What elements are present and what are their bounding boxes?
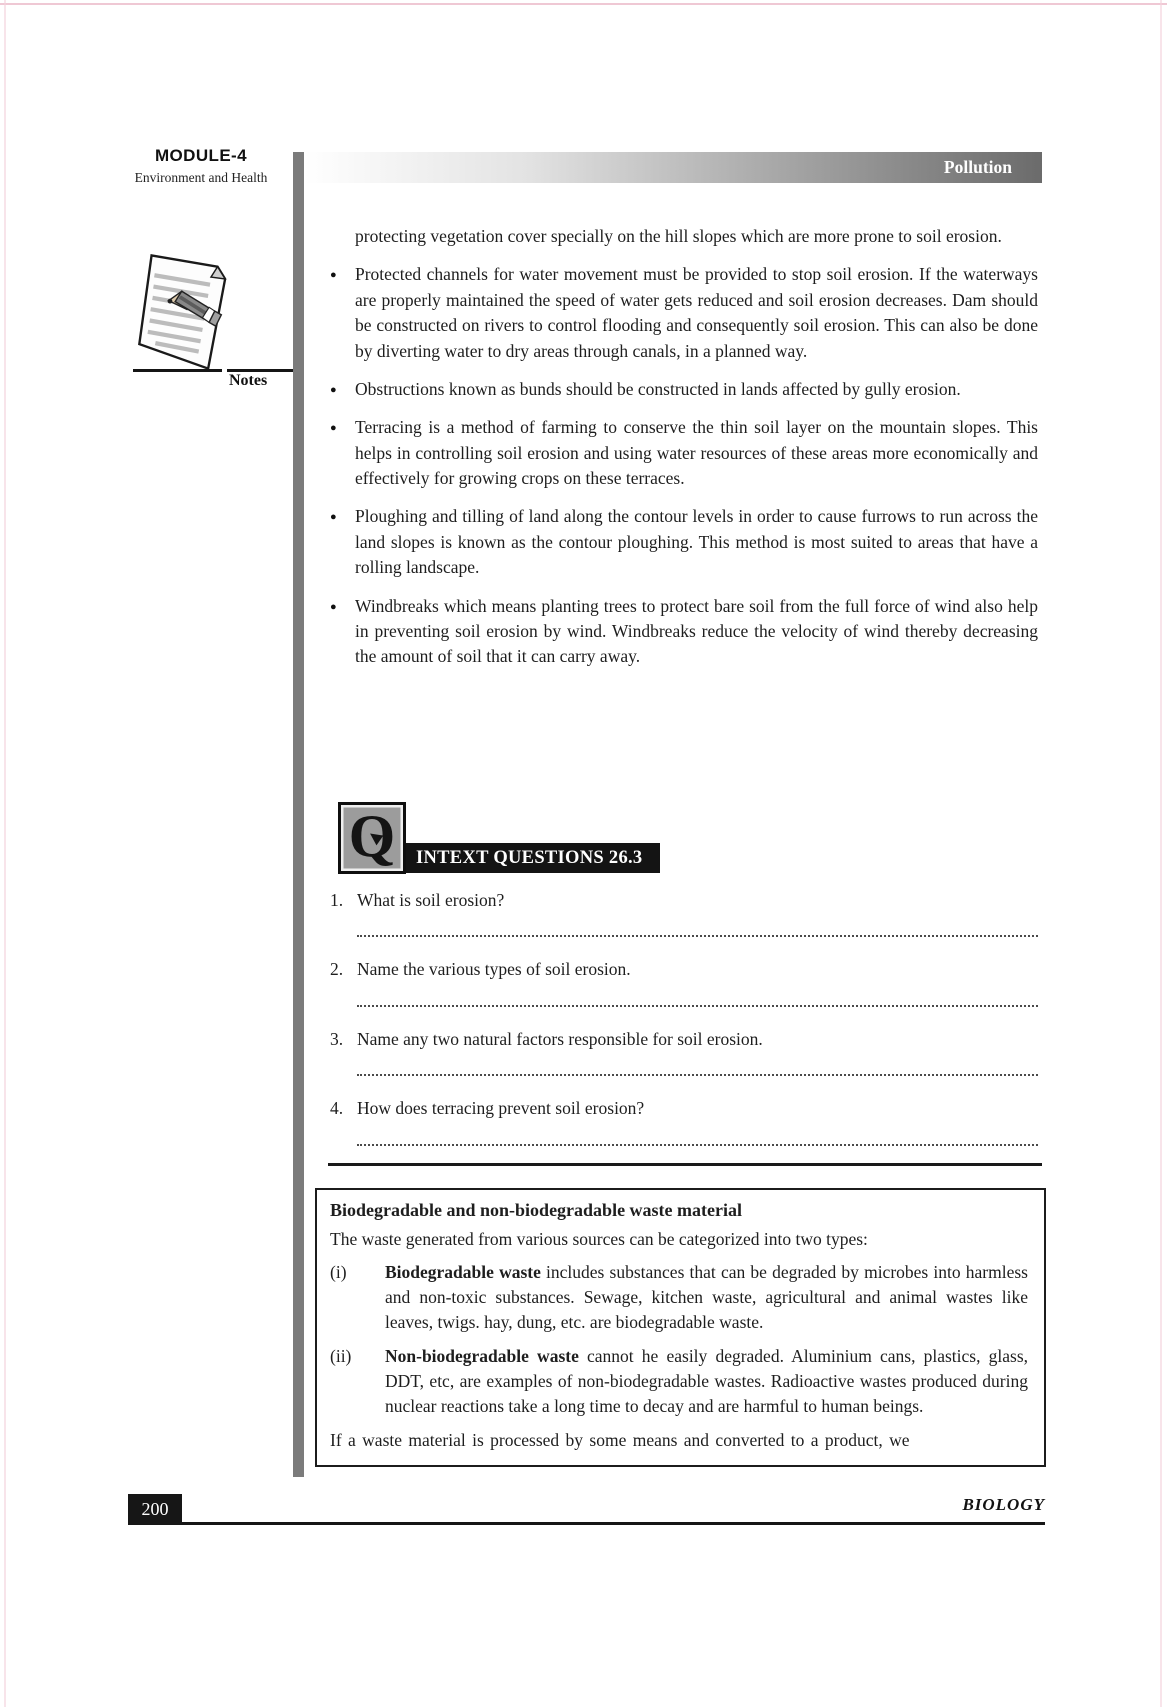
subject-label: BIOLOGY xyxy=(962,1495,1045,1514)
box-title: Biodegradable and non-biodegradable waste material xyxy=(330,1200,743,1220)
bullet-icon: ● xyxy=(330,422,337,435)
box-item-text xyxy=(385,1344,1028,1419)
intro-paragraph: protecting vegetation cover specially on the hill slopes which are more prone to soil erosion. xyxy=(355,226,1002,246)
question-icon-letter: Q xyxy=(348,803,396,869)
bullet-item xyxy=(330,594,1038,670)
notes-rule-left xyxy=(133,369,222,372)
bullet-icon: ● xyxy=(330,383,337,396)
question-icon xyxy=(338,802,406,874)
bullet-icon: ● xyxy=(330,269,337,282)
footer-rule xyxy=(128,1522,1045,1525)
chapter-header-bar xyxy=(304,152,1042,183)
question-number: 4. xyxy=(330,1098,344,1119)
bullet-text: Windbreaks which means planting trees to protect bare soil from the full force of wind also help in preventing soil erosion by wind. Windbreaks reduce the velocity of wind thereby decreasing the amount of soil that it can carry away. xyxy=(355,595,1038,667)
box-item-text xyxy=(385,1260,1028,1335)
bullet-item xyxy=(330,377,1038,402)
box-item-body: includes substances that can be degraded by microbes into harmless and non-toxic substances. Sewage, kitchen waste, agricultural and animal wastes like leaves, twigs. hay, dung, etc. are biodegradable waste. xyxy=(385,1262,1028,1333)
box-item-number: (i) xyxy=(330,1262,347,1283)
question-text: Name the various types of soil erosion. xyxy=(357,959,631,980)
bullet-text: Terracing is a method of farming to conserve the thin soil layer on the mountain slopes. This helps in controlling soil erosion and using water resources of these areas more economically and effectively for growing crops on these terraces. xyxy=(355,417,1038,488)
bullet-item xyxy=(330,262,1038,364)
section-divider xyxy=(328,1163,1042,1166)
question-text: How does terracing prevent soil erosion? xyxy=(357,1098,645,1119)
answer-dotted-line xyxy=(357,933,1038,937)
box-intro: The waste generated from various sources can be categorized into two types: xyxy=(330,1228,868,1249)
bullet-text: Protected channels for water movement must be provided to stop soil erosion. If the waterways are properly maintained the speed of water gets reduced and soil erosion decreases. Dam should be constructed on rivers to control flooding and consequently soil erosion. This can also be done by diverting water to dry areas through canals, in a planned way. xyxy=(355,264,1038,361)
intext-questions-header xyxy=(330,800,1038,878)
box-item-lead: Biodegradable waste xyxy=(385,1262,541,1283)
answer-dotted-line xyxy=(357,1072,1038,1076)
question-number: 3. xyxy=(330,1028,344,1049)
bullet-icon: ● xyxy=(330,511,337,524)
question-item xyxy=(330,1027,1038,1076)
question-number: 1. xyxy=(330,890,344,910)
module-subtitle: Environment and Health xyxy=(134,170,268,185)
notes-block xyxy=(130,246,300,391)
box-item-number: (ii) xyxy=(330,1345,352,1366)
answer-dotted-line xyxy=(357,1142,1038,1146)
box-item-lead: Non-biodegradable waste xyxy=(385,1345,579,1366)
module-title: MODULE-4 xyxy=(155,146,247,165)
question-number: 2. xyxy=(330,959,344,980)
bullet-item xyxy=(330,504,1038,580)
page-number-badge: 200 xyxy=(128,1494,182,1525)
box-closing-line: If a waste material is processed by some means and converted to a product, we xyxy=(330,1430,910,1451)
bullet-item xyxy=(330,415,1038,491)
bullet-text: Ploughing and tilling of land along the contour levels in order to cause furrows to run across the land slopes is known as the contour ploughing. This method is most suited to areas that have a rolling landscape. xyxy=(355,506,1038,578)
page-edge-left xyxy=(4,0,6,1707)
module-header xyxy=(121,146,281,186)
notes-icon xyxy=(130,246,258,378)
chapter-title: Pollution xyxy=(943,157,1012,177)
bullet-text: Obstructions known as bunds should be constructed in lands affected by gully erosion. xyxy=(355,378,961,399)
box-item-body: cannot he easily degraded. Aluminium cans, plastics, glass, DDT, etc, are examples of non-biodegradable wastes. Radioactive wastes produced during nuclear reactions take a long time to decay and are harmful to human beings. xyxy=(385,1345,1028,1416)
question-text: Name any two natural factors responsible for soil erosion. xyxy=(357,1028,763,1049)
question-text: What is soil erosion? xyxy=(357,890,505,910)
bullet-icon: ● xyxy=(330,600,337,613)
intext-questions-banner: INTEXT QUESTIONS 26.3 xyxy=(392,843,660,873)
box-list-item xyxy=(330,1260,1028,1335)
soil-erosion-section xyxy=(330,224,1038,670)
page-edge-right xyxy=(1160,0,1162,1707)
questions-list xyxy=(330,888,1038,1146)
question-item xyxy=(330,1096,1038,1145)
biodegradable-info-box xyxy=(315,1188,1046,1467)
notes-label: Notes xyxy=(229,372,268,389)
question-item xyxy=(330,957,1038,1006)
answer-dotted-line xyxy=(357,1003,1038,1007)
page-edge-top xyxy=(0,3,1167,5)
box-list-item xyxy=(330,1344,1028,1419)
question-item xyxy=(330,888,1038,937)
